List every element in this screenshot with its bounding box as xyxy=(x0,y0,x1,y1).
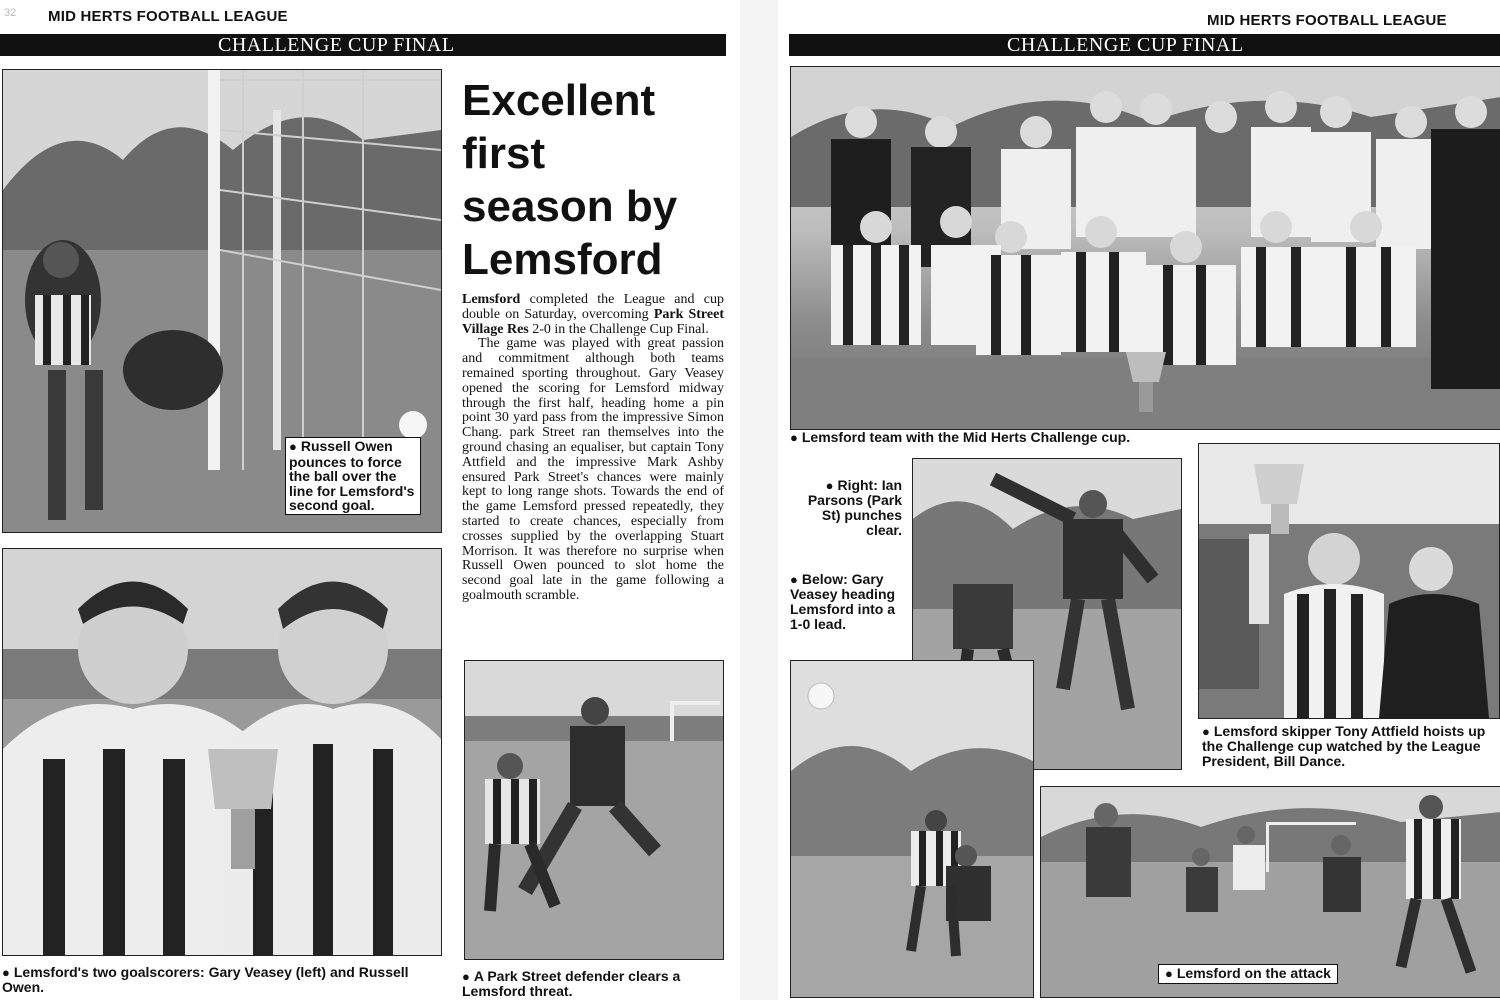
caption-veasey-header: ● Below: Gary Veasey heading Lemsford into a 1-0 lead. xyxy=(790,571,896,632)
page-number: 32 xyxy=(4,7,17,19)
caption-goal: ● Russell Owen pounces to force the ball over the line for Lemsford's second goal. xyxy=(285,437,421,515)
bullet-icon: ● xyxy=(790,430,798,445)
headline-line-4: Lemsford xyxy=(462,235,663,284)
article-body xyxy=(462,293,724,604)
photo-goalscorers xyxy=(2,548,442,956)
section-bar-right xyxy=(789,34,1500,56)
running-head-left: MID HERTS FOOTBALL LEAGUE xyxy=(48,8,288,25)
bullet-icon: ● xyxy=(790,572,798,587)
bullet-icon: ● xyxy=(1165,966,1173,981)
article-paragraph-2: The game was played with great passion and commitment although both teams remained sporting throughout. Gary Veasey opened the scoring for Lemsford midway through the first half, heading home a pin point 30 yard pass from the impressive Simon Chang. park Street ran themselves into the ground chasing an equaliser, but captain Tony Attfield and the impressive Mark Ashby ensured Park Street's chances were mainly kept to long range shots. Towards the end of the game Lemsford pressed repeatedly, they started to create chances, especially from crosses supplied by the overlapping Stuart Morrison. It was therefore no surprise when Russell Owen pounced to slot home the second goal late in the game following a goalmouth scramble. xyxy=(462,336,724,603)
photo-team-group xyxy=(790,66,1500,430)
bullet-icon: ● xyxy=(289,439,297,454)
bullet-icon: ● xyxy=(825,478,834,493)
headline xyxy=(462,74,732,286)
caption-defender: ● A Park Street defender clears a Lemsford threat. xyxy=(462,968,681,999)
caption-goalscorers: ● Lemsford's two goalscorers: Gary Veasey (left) and Russell Owen. xyxy=(2,964,409,995)
section-title-right: CHALLENGE CUP FINAL xyxy=(1007,34,1244,56)
bullet-icon: ● xyxy=(462,969,470,984)
photo-captain-cup xyxy=(1198,443,1500,719)
left-page xyxy=(0,0,740,1000)
photo-defender-clears xyxy=(464,660,724,960)
caption-punch-clear: ● Right: Ian Parsons (Park St) punches clear. xyxy=(807,477,902,538)
article-paragraph-1: Lemsford completed the League and cup double on Saturday, overcoming Park Street Village Res 2-0 in the Challenge Cup Final. xyxy=(462,292,724,337)
bullet-icon: ● xyxy=(1202,724,1210,739)
right-page xyxy=(778,0,1500,1000)
running-head-right: MID HERTS FOOTBALL LEAGUE xyxy=(1207,12,1447,29)
page-gutter xyxy=(740,0,778,1000)
section-bar-left xyxy=(0,34,726,56)
section-title-left: CHALLENGE CUP FINAL xyxy=(218,34,455,56)
headline-line-1: Excellent xyxy=(462,76,656,125)
caption-attack: ● Lemsford on the attack xyxy=(1158,964,1338,984)
headline-line-2: first xyxy=(462,129,546,178)
caption-skipper: ● Lemsford skipper Tony Attfield hoists up the Challenge cup watched by the League President, Bill Dance. xyxy=(1202,723,1486,769)
caption-team: ● Lemsford team with the Mid Herts Challenge cup. xyxy=(790,429,1131,445)
bullet-icon: ● xyxy=(2,965,10,980)
headline-line-3: season by xyxy=(462,182,678,231)
photo-heading-goal xyxy=(790,660,1034,998)
